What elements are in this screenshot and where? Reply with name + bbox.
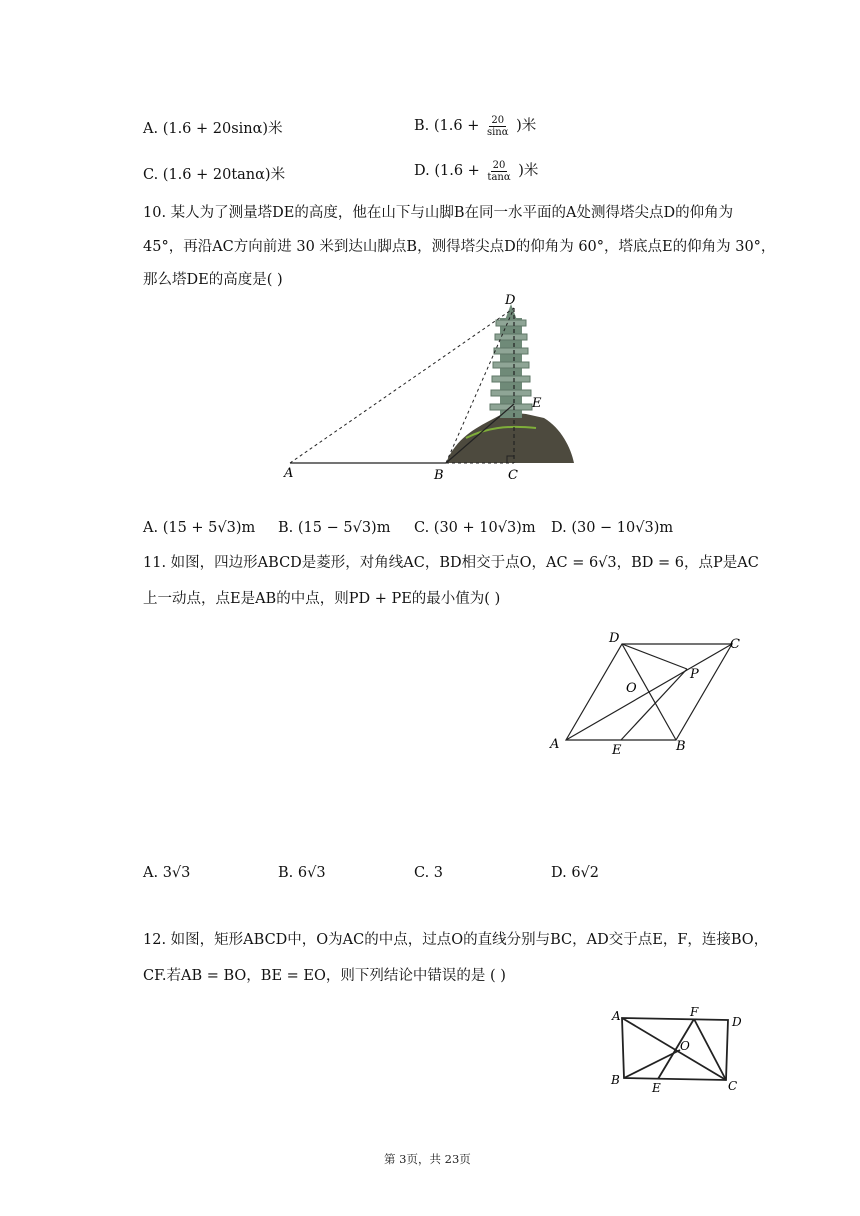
q11-rhombus-figure <box>542 626 752 758</box>
q12-rectangle-figure <box>608 1004 768 1096</box>
page-footer: 第 3页，共 23页 <box>384 1152 471 1166</box>
label-e: E <box>652 1081 661 1095</box>
label-a: A <box>284 466 294 481</box>
segment-pd <box>622 644 687 669</box>
q11-stem-line-2: 上一动点，点E是AB的中点，则PD + PE的最小值为( ) <box>143 591 501 607</box>
q9-option-c: C. (1.6 + 20tanα)米 <box>143 167 286 183</box>
label-b: B <box>676 739 686 754</box>
label-a: A <box>612 1009 621 1023</box>
label-e: E <box>612 743 622 758</box>
label-e: E <box>532 396 542 411</box>
label-d: D <box>732 1015 742 1029</box>
q9-option-d <box>414 159 538 183</box>
q11-option-c: C. 3 <box>414 865 444 881</box>
q10-tower-figure <box>276 288 586 488</box>
hill-shape <box>446 412 574 463</box>
q10-stem-line-3: 那么塔DE的高度是( ) <box>143 272 283 288</box>
label-o: O <box>626 681 637 696</box>
label-b: B <box>611 1073 620 1087</box>
q11-option-d: D. 6√2 <box>551 865 600 881</box>
label-o: O <box>680 1039 690 1053</box>
q10-option-a: A. (15 + 5√3)m <box>143 520 256 536</box>
q10-stem-line-2: 45°，再沿AC方向前进 30 米到达山脚点B，测得塔尖点D的仰角为 60°，塔底点E的仰角为 30°， <box>143 239 776 255</box>
label-p: P <box>690 667 699 682</box>
label-d: D <box>609 631 620 646</box>
label-c: C <box>728 1079 738 1093</box>
q9-option-b-prefix: B. (1.6 + <box>414 118 480 134</box>
q9-option-d-prefix: D. (1.6 + <box>414 163 480 179</box>
q11-option-b: B. 6√3 <box>278 865 326 881</box>
q9-option-b-suffix: )米 <box>516 118 537 134</box>
label-d: D <box>505 293 516 308</box>
segment-bo <box>624 1050 680 1078</box>
q11-stem-line-1: 11. 如图，四边形ABCD是菱形，对角线AC，BD相交于点O，AC = 6√3，BD = 6，点P是AC <box>143 555 759 571</box>
segment-pe <box>621 669 687 740</box>
q9-option-b <box>414 114 536 138</box>
q9-option-d-denominator: tanα <box>487 171 511 183</box>
q9-option-d-suffix: )米 <box>518 163 539 179</box>
label-f: F <box>690 1005 699 1019</box>
q9-option-d-numerator: 20 <box>492 159 506 171</box>
q10-option-b: B. (15 − 5√3)m <box>278 520 391 536</box>
q10-option-c: C. (30 + 10√3)m <box>414 520 536 536</box>
q12-stem-line-2: CF.若AB = BO，BE = EO，则下列结论中错误的是 ( ) <box>143 968 506 984</box>
q12-stem-line-1: 12. 如图，矩形ABCD中，O为AC的中点，过点O的直线分别与BC，AD交于点E，F，连接BO， <box>143 932 769 948</box>
label-c: C <box>508 468 518 483</box>
q9-option-b-fraction <box>485 115 511 138</box>
label-c: C <box>730 637 740 652</box>
q10-stem-line-1: 10. 某人为了测量塔DE的高度，他在山下与山脚B在同一水平面的A处测得塔尖点D的仰角为 <box>143 205 734 221</box>
label-b: B <box>434 468 444 483</box>
q10-option-d: D. (30 − 10√3)m <box>551 520 674 536</box>
q11-option-a: A. 3√3 <box>143 865 191 881</box>
q9-option-d-fraction <box>485 160 512 183</box>
q9-option-b-denominator: sinα <box>486 126 509 138</box>
label-a: A <box>550 737 560 752</box>
q9-option-b-numerator: 20 <box>491 114 505 126</box>
q9-option-a: A. (1.6 + 20sinα)米 <box>143 121 283 137</box>
pagoda-tower <box>490 304 532 418</box>
